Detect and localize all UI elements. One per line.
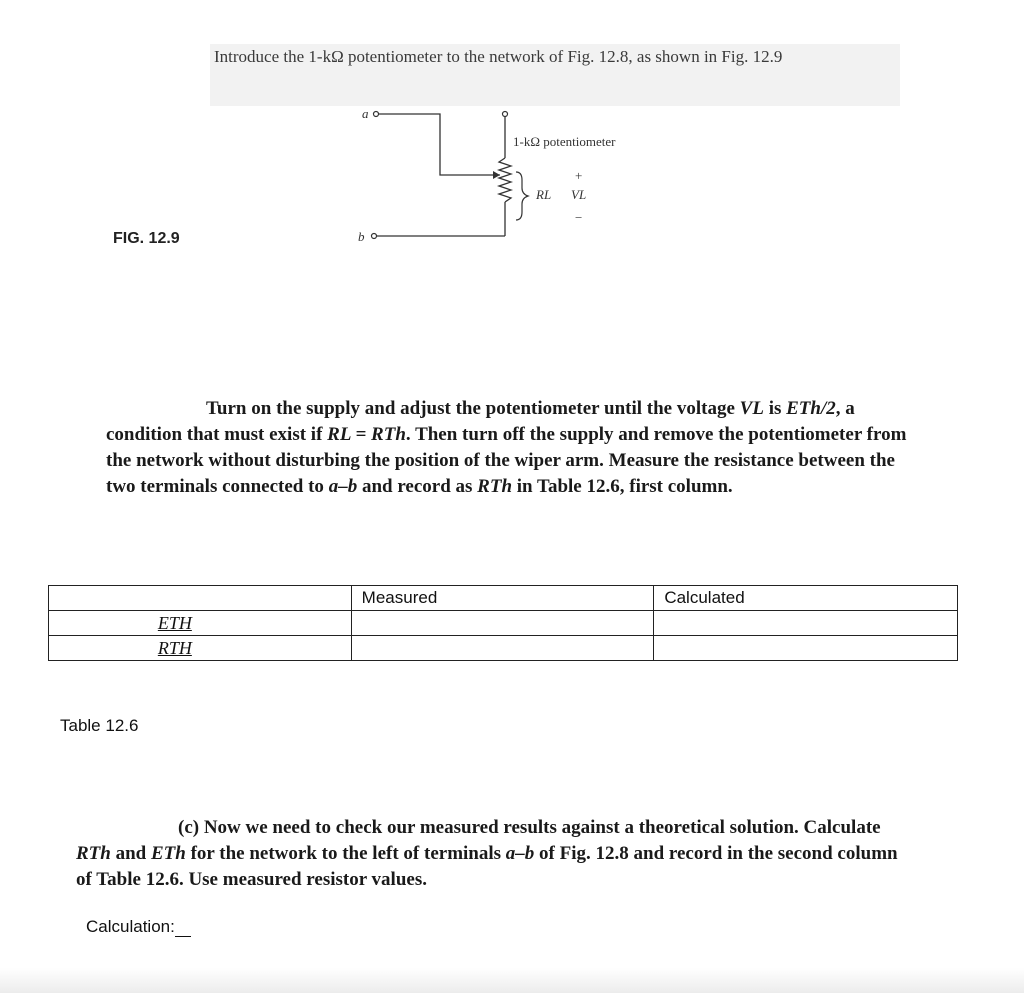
row-label-eth — [49, 611, 352, 636]
para1-text-6: in Table 12.6, first column. — [512, 476, 733, 497]
header-empty-cell — [49, 586, 352, 611]
rth-label: RTH — [157, 637, 192, 658]
table-row — [49, 636, 958, 661]
para1-text-4: . Then turn off the supply and remove the potentiometer from the network without disturbing the position of the wiper arm. Measure the resistance between the two terminals connected to — [106, 424, 907, 497]
para1-text-3: , a condition that must exist if — [106, 398, 855, 445]
bottom-fade — [0, 968, 1024, 993]
header-measured: Measured — [351, 586, 654, 611]
para3-math-eth: ETh — [151, 843, 186, 864]
vl-label: VL — [571, 187, 587, 202]
part-c-paragraph — [76, 815, 916, 893]
resistor-zigzag — [499, 158, 511, 202]
terminal-b-node — [372, 234, 377, 239]
rl-label: RL — [536, 187, 552, 202]
para1-math-condition: RL = RTh — [327, 424, 406, 445]
results-table — [48, 585, 958, 661]
row-label-rth — [49, 636, 352, 661]
potentiometer-circuit-diagram — [340, 100, 660, 260]
para3-math-ab: a–b — [505, 843, 535, 864]
brace-icon — [516, 172, 528, 220]
intro-text: Introduce the 1-kΩ potentiometer to the network of Fig. 12.8, as shown in Fig. 12.9 — [210, 44, 900, 106]
minus-sign: − — [575, 210, 583, 225]
plus-sign: + — [575, 168, 583, 183]
para1-math-eth: ETh/2 — [786, 398, 836, 419]
eth-calculated-cell[interactable] — [654, 611, 958, 636]
instruction-paragraph — [106, 396, 921, 500]
eth-measured-cell[interactable] — [351, 611, 654, 636]
para1-text-2: is — [763, 398, 787, 419]
para1-math-ab: a–b — [328, 476, 358, 497]
header-calculated: Calculated — [654, 586, 958, 611]
rth-measured-cell[interactable] — [351, 636, 654, 661]
terminal-a-node — [374, 112, 379, 117]
para3-text-4: of Fig. 12.8 and record in the second column of Table 12.6. Use measured resistor values. — [76, 843, 898, 890]
para3-text-2: and — [110, 843, 151, 864]
calculation-label-text: Calculation: — [86, 917, 175, 936]
para3-math-rth: RTh — [76, 843, 111, 864]
para1-math-vl: VL — [739, 398, 764, 419]
pot-top-terminal — [503, 112, 508, 117]
wire-a-to-wiper — [378, 114, 500, 175]
table-row — [49, 611, 958, 636]
figure-label: FIG. 12.9 — [113, 230, 180, 247]
table-caption: Table 12.6 — [60, 716, 139, 735]
terminal-a-label: a — [362, 106, 369, 121]
para1-math-rth: RTh — [477, 476, 513, 497]
calculation-blank[interactable] — [175, 914, 191, 937]
para1-text-5: and record as — [357, 476, 478, 497]
table-header-row — [49, 586, 958, 611]
para3-text-1: (c) Now we need to check our measured results against a theoretical solution. Calculate — [178, 817, 881, 838]
terminal-b-label: b — [358, 229, 365, 244]
para3-text-3: for the network to the left of terminals — [185, 843, 506, 864]
rth-calculated-cell[interactable] — [654, 636, 958, 661]
para1-text-1: Turn on the supply and adjust the potentiometer until the voltage — [206, 398, 740, 419]
calculation-label — [86, 914, 191, 937]
potentiometer-label: 1-kΩ potentiometer — [513, 134, 616, 149]
eth-label: ETH — [157, 612, 192, 633]
